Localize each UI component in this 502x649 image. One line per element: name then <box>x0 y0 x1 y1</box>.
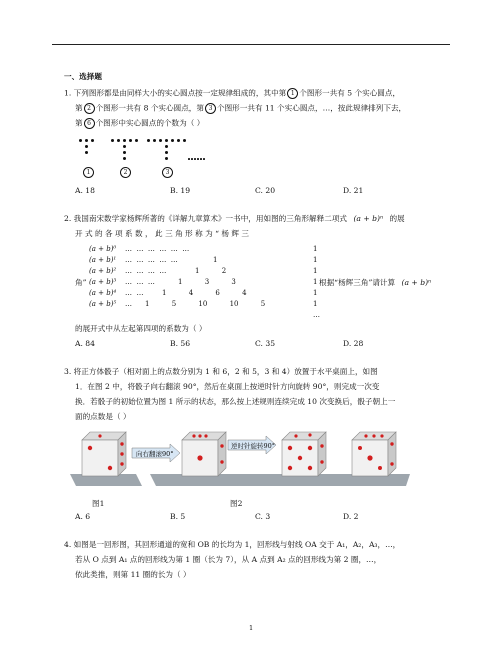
row-0-dots: … … … … … … <box>125 245 190 253</box>
q2-line-1: 2. 我国南宋数学家杨辉所著的《详解九章算术》一书中，用如图的三角形解释二项式 (a + b)ⁿ 的展 <box>64 214 405 223</box>
fig-2-caption: 图2 <box>230 499 243 508</box>
row-1-coef: 1 <box>213 256 218 264</box>
q2-line-after: 的展开式中从左起第四项的系数为（ ） <box>75 324 207 333</box>
row-5-coef: 1 5 10 10 5 <box>145 300 266 308</box>
fig-label-3: 3 <box>162 167 173 178</box>
fig-label-2: 2 <box>120 167 131 178</box>
row-5-dots: … <box>125 300 132 308</box>
circled-3: 3 <box>205 103 216 114</box>
q2-right-text: 根据“杨辉三角”请计算 (a + b)ⁿ <box>319 278 432 287</box>
triangle-ellipsis: … <box>313 311 320 319</box>
row-4-dots: … … <box>125 289 144 297</box>
q2-option-a[interactable]: A. 84 <box>75 339 95 348</box>
row-1-expr: (a + b)¹ <box>89 256 117 264</box>
q3-option-c[interactable]: C. 3 <box>255 512 271 521</box>
row-0-right: 1 <box>313 245 318 253</box>
q4-line-2: 若从 O 点到 A₁ 点的回形线为第 1 圈（长为 7），从 A 点到 A₂ 点的回形线为第 2 圈，…， <box>75 555 382 564</box>
q1-option-d[interactable]: D. 21 <box>343 186 364 195</box>
q1-line-1: 1. 下列图形都是由同样大小的实心圆点按一定规律组成的，其中第 1 个图形一共有 5 个实心圆点， <box>64 88 401 98</box>
q1-option-c[interactable]: C. 20 <box>255 186 276 195</box>
q1-option-b[interactable]: B. 19 <box>170 186 191 195</box>
row-5-expr: (a + b)⁵ <box>89 300 117 308</box>
row-2-expr: (a + b)² <box>89 267 117 275</box>
q4-line-3: 依此类推，则第 11 圈的长为（ ） <box>75 570 191 579</box>
circled-6: 6 <box>84 118 95 129</box>
arrow-2-label: 逆时针旋转90° <box>231 442 276 450</box>
q3-line-3: 换．若骰子的初始位置为图 1 所示的状态，那么按上述规则连续完成 10 次变换后，骰子朝上一 <box>75 397 396 406</box>
die-2 <box>182 432 226 476</box>
row-3-right: 1 <box>313 278 318 286</box>
row-4-coef: 1 4 6 4 <box>162 289 247 297</box>
fig-1-caption: 图1 <box>92 499 105 508</box>
header-rule <box>52 44 450 45</box>
circled-2: 2 <box>84 103 95 114</box>
binomial-expr-2: (a + b)ⁿ <box>401 278 432 287</box>
page-number: 1 <box>249 624 254 632</box>
q2-option-b[interactable]: B. 56 <box>170 339 191 348</box>
row-3-expr: (a + b)³ <box>89 278 117 286</box>
q1-option-a[interactable]: A. 18 <box>75 186 95 195</box>
section-title: 一、选择题 <box>64 72 102 81</box>
q2-left-label: 角” <box>75 278 87 287</box>
die-1 <box>82 432 126 476</box>
row-2-right: 1 <box>313 267 318 275</box>
circled-1: 1 <box>287 88 298 99</box>
q4-line-1: 4. 如图是一回形图，其回形通道的宽和 OB 的长均为 1，回形线与射线 OA 交于 A₁，A₂，A₃，…， <box>64 540 401 549</box>
q3-line-1: 3. 将正方体骰子（相对面上的点数分别为 1 和 6，2 和 5，3 和 4）放置于水平桌面上，如图 <box>64 367 378 376</box>
row-4-expr: (a + b)⁴ <box>89 289 117 297</box>
q3-line-2: 1．在图 2 中，将骰子向右翻滚 90°，然后在桌面上按逆时针方向旋转 90°，则完成一次变 <box>75 382 380 391</box>
q3-line-4: 面的点数是（ ） <box>75 412 131 421</box>
fig-label-1: 1 <box>83 167 94 178</box>
row-1-right: 1 <box>313 256 318 264</box>
die-4 <box>352 432 396 476</box>
q2-option-d[interactable]: D. 28 <box>343 339 364 348</box>
q1-line-3: 第 6 个图形中实心圆点的个数为（ ） <box>75 118 205 128</box>
q2-line-2: 开 式 的 各 项 系 数 ， 此 三 角 形 称 为 “ 杨 辉 三 <box>75 229 250 238</box>
q3-option-a[interactable]: A. 6 <box>75 512 91 521</box>
row-0-expr: (a + b)⁰ <box>89 245 117 253</box>
dice-figure <box>70 426 410 498</box>
q3-option-b[interactable]: B. 5 <box>170 512 186 521</box>
q1-line-2: 第 2 个图形一共有 8 个实心圆点，第 3 个图形一共有 11 个实心圆点，…，按此规律排列下去， <box>75 103 407 113</box>
arrow-1-label: 向右翻滚90° <box>136 450 174 458</box>
q3-option-d[interactable]: D. 2 <box>343 512 359 521</box>
row-3-dots: … … … <box>125 278 155 286</box>
row-3-coef: 1 3 3 <box>178 278 236 286</box>
row-2-dots: … … … … <box>125 267 167 275</box>
row-1-dots: … … … … … <box>125 256 178 264</box>
row-2-coef: 1 2 <box>195 267 227 275</box>
binomial-expr: (a + b)ⁿ <box>353 214 384 223</box>
q2-option-c[interactable]: C. 35 <box>255 339 276 348</box>
row-5-right: 1 <box>313 300 318 308</box>
die-3 <box>282 432 326 476</box>
row-4-right: 1 <box>313 289 318 297</box>
